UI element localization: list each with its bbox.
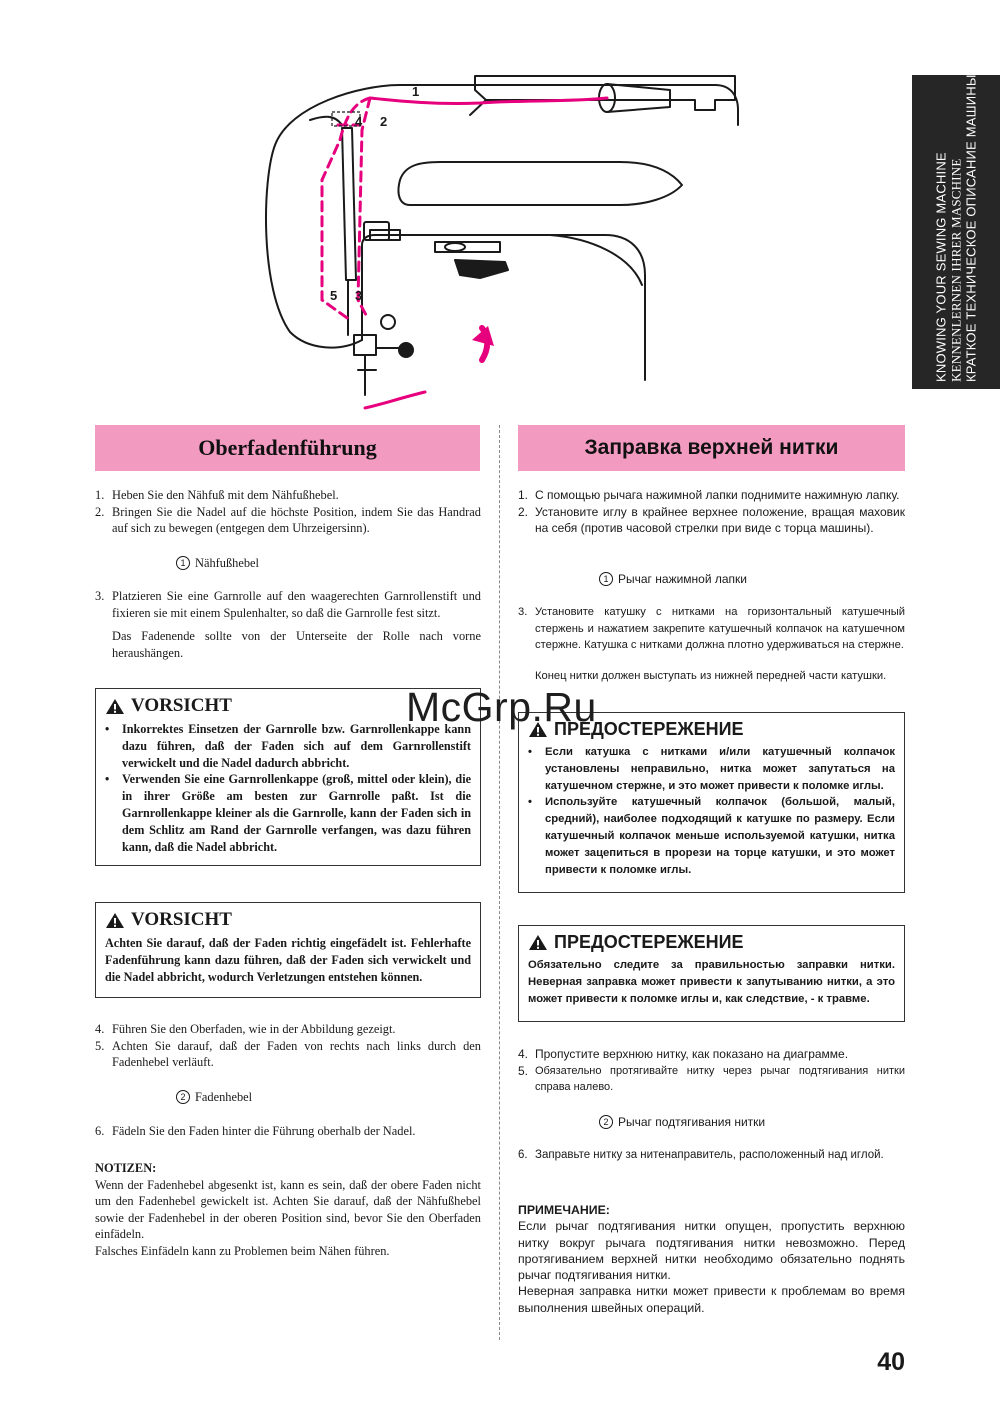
- german-step-6: [95, 1123, 481, 1140]
- notes-title: ПРИМЕЧАНИЕ:: [518, 1203, 610, 1217]
- caution-title: VORSICHT: [131, 909, 232, 930]
- threading-illustration: [250, 70, 750, 420]
- caution-bullet: Inkorrektes Einsetzen der Garnrolle bzw. Garnrollenkappe kann dazu führen, daß der Faden sich auf dem Garnrollenstift verwickelt und die Nadel dadurch abbricht.: [122, 722, 471, 770]
- step-text: Установите катушку с нитками на горизонтальный катушечный стержень и нажатием закрепите катушечный колпачок на катушечном стержне. Катушка с нитками должна плотно удерживаться на стержне.: [535, 606, 905, 651]
- step-text: Установите иглу в крайнее верхнее положение, вращая маховик на себя (против часовой стрелки при виде с торца машины).: [535, 504, 905, 535]
- caution-text: Обязательно следите за правильностью заправки нитки. Неверная заправка может привести к запутыванию нитки, а это может привести к поломке иглы и, как следствие, - к травме.: [528, 959, 895, 1005]
- caution-bullet: Verwenden Sie eine Garnrollenkappe (groß, mittel oder klein), die in ihrer Größe am besten zur Garnrolle paßt. Ist die Garnrollenkappe kleiner als die Garnrolle, kann der Faden sich in dem Schlitz am Rand der Garnrolle verfangen, was dazu führen kann, daß die Nadel abbricht.: [122, 772, 471, 854]
- german-heading: Oberfadenführung: [95, 425, 480, 471]
- warning-icon: [105, 912, 125, 929]
- russian-caution-box-1: ПРЕДОСТЕРЕЖЕНИЕ • Если катушка с нитками и/или катушечный колпачок установлены неправильно, нитка может запутаться на катушечном стержне, и это может привести к поломке иглы. • Используйте катушечный колпачок (большой, малый, средний), наиболее подходящий к катушке по размеру. Если катушечный колпачок меньше используемой катушки, нитка может зацепиться в прорези на торце катушки, и это может привести к поломке иглы.: [518, 712, 905, 893]
- notes-text: Falsches Einfädeln kann zu Problemen beim Nähen führen.: [95, 1243, 390, 1258]
- caution-title: ПРЕДОСТЕРЕЖЕНИЕ: [554, 719, 744, 739]
- side-tab-german: KENNENLERNEN IHRER MASCHINE: [948, 158, 964, 382]
- circled-number: 2: [599, 1115, 613, 1129]
- russian-steps-4-5: [518, 1046, 905, 1096]
- circled-number: 1: [599, 572, 613, 586]
- step-number: 4.: [518, 1047, 529, 1061]
- step-text: Fädeln Sie den Faden hinter die Führung oberhalb der Nadel.: [112, 1124, 416, 1138]
- russian-step-3: [518, 604, 905, 684]
- caution-title: ПРЕДОСТЕРЕЖЕНИЕ: [554, 932, 744, 952]
- callout-1: 1: [412, 84, 420, 99]
- caution-bullet: Если катушка с нитками и/или катушечный колпачок установлены неправильно, нитка может запутаться на катушечном стержне, и это может привести к поломке иглы.: [545, 746, 895, 792]
- section-side-tab: [912, 75, 1000, 389]
- notes-text: Если рычаг подтягивания нитки опущен, пропустить верхнюю нитку вокруг рычага подтягивания нитки невозможно. Перед протягиванием верхней нитки необходимо обязательно поднять рычаг подтягивания нитки.: [518, 1219, 905, 1283]
- callout-2: 2: [380, 114, 388, 129]
- step-number: 6.: [518, 1149, 528, 1161]
- step-number: 1.: [95, 488, 105, 502]
- german-steps-1-2: [95, 487, 481, 537]
- notes-text: Wenn der Fadenhebel abgesenkt ist, kann es sein, daß der obere Faden nicht um den Fadenhebel gewickelt ist. Achten Sie darauf, daß der Nähfußhebel sowie der Fadenhebel in der oberen Position sind, bevor Sie den Oberfaden einfädeln.: [95, 1177, 481, 1241]
- russian-steps-1-2: [518, 487, 905, 537]
- step-text: Пропустите верхнюю нитку, как показано на диаграмме.: [535, 1047, 849, 1061]
- russian-step-6: [518, 1147, 905, 1164]
- notes-text: Неверная заправка нитки может привести к проблемам во время выполнения швейных операций.: [518, 1284, 905, 1315]
- caution-bullet: Используйте катушечный колпачок (большой, малый, средний), наиболее подходящий к катушке по размеру. Если катушечный колпачок меньше используемой катушки, нитка может зацепиться в прорези на торце катушки, и это может привести к поломке иглы.: [545, 796, 895, 876]
- russian-caution-box-2: [518, 925, 905, 1022]
- step-number: 2.: [518, 504, 529, 519]
- step-text: Заправьте нитку за нитенаправитель, расположенный над иглой.: [535, 1149, 884, 1161]
- step-number: 5.: [518, 1063, 529, 1078]
- circled-number: 2: [176, 1090, 190, 1104]
- step-text: Bringen Sie die Nadel auf die höchste Position, indem Sie das Handrad auf sich zu bewegen (entgegen dem Uhrzeigersinn).: [112, 504, 481, 535]
- russian-figure-label-2: 2 Рычаг подтягивания нитки: [599, 1114, 765, 1130]
- warning-icon: [528, 934, 548, 951]
- spool-stand: [475, 76, 735, 110]
- step-text: Platzieren Sie eine Garnrolle auf den waagerechten Garnrollenstift und fixieren sie mit einem Spulenhalter, so daß die Garnrolle fest sitzt.: [112, 589, 481, 620]
- german-caution-box-2: [95, 902, 481, 998]
- side-tab-english: KNOWING YOUR SEWING MACHINE: [933, 152, 949, 382]
- caution-title: VORSICHT: [131, 695, 232, 716]
- russian-heading: Заправка верхней нитки: [518, 425, 905, 471]
- side-tab-russian: КРАТКОЕ ТЕХНИЧЕСКОЕ ОПИСАНИЕ МАШИНЫ: [963, 74, 979, 382]
- callout-4: 4: [355, 114, 363, 129]
- german-figure-label-2: 2 Fadenhebel: [176, 1089, 252, 1105]
- notes-title: NOTIZEN:: [95, 1161, 157, 1175]
- german-notes: [95, 1160, 481, 1259]
- column-divider: [499, 425, 500, 1340]
- callout-5: 5: [330, 288, 338, 303]
- watermark: McGrp.Ru: [406, 684, 597, 730]
- russian-notes: [518, 1202, 905, 1316]
- german-steps-4-5: [95, 1021, 481, 1071]
- step-note: Конец нитки должен выступать из нижней передней части катушки.: [535, 669, 887, 682]
- step-number: 5.: [95, 1038, 105, 1053]
- german-caution-box-1: VORSICHT • Inkorrektes Einsetzen der Garnrolle bzw. Garnrollenkappe kann dazu führen, daß der Faden sich auf dem Garnrollenstift verwickelt und die Nadel dadurch abbricht. • Verwenden Sie eine Garnrollenkappe (groß, mittel oder klein), die in ihrer Größe am besten zur Garnrolle paßt. Ist die Garnrollenkappe kleiner als die Garnrolle, kann der Faden sich in dem Schlitz am Rand der Garnrolle verfangen, was dazu führen kann, daß die Nadel abbricht.: [95, 688, 481, 866]
- step-text: Achten Sie darauf, daß der Faden von rechts nach links durch den Fadenhebel verläuft.: [112, 1038, 481, 1069]
- caution-text: Achten Sie darauf, daß der Faden richtig eingefädelt ist. Fehlerhafte Fadenführung kann dazu führen, daß der Faden sich verwickelt und die Nadel abbricht, wodurch Verletzungen entstehen können.: [105, 936, 471, 984]
- german-figure-label-1: 1 Nähfußhebel: [176, 555, 259, 571]
- step-text: Heben Sie den Nähfuß mit dem Nähfußhebel.: [112, 488, 339, 502]
- step-number: 3.: [95, 589, 105, 603]
- step-number: 6.: [95, 1124, 105, 1138]
- step-text: С помощью рычага нажимной лапки поднимите нажимную лапку.: [535, 488, 900, 502]
- step-text: Обязательно протягивайте нитку через рычаг подтягивания нитки справа налево.: [535, 1064, 905, 1093]
- warning-icon: [105, 698, 125, 715]
- step-number: 4.: [95, 1022, 105, 1036]
- step-number: 3.: [518, 606, 528, 618]
- step-number: 1.: [518, 488, 529, 502]
- page-number: 40: [877, 1348, 905, 1376]
- step-text: Führen Sie den Oberfaden, wie in der Abbildung gezeigt.: [112, 1022, 396, 1036]
- circled-number: 1: [176, 556, 190, 570]
- german-step-3: [95, 588, 481, 661]
- step-note: Das Fadenende sollte von der Unterseite der Rolle nach vorne heraushängen.: [112, 629, 481, 660]
- russian-figure-label-1: 1 Рычаг нажимной лапки: [599, 571, 747, 587]
- step-number: 2.: [95, 504, 105, 519]
- callout-3: 3: [355, 288, 363, 303]
